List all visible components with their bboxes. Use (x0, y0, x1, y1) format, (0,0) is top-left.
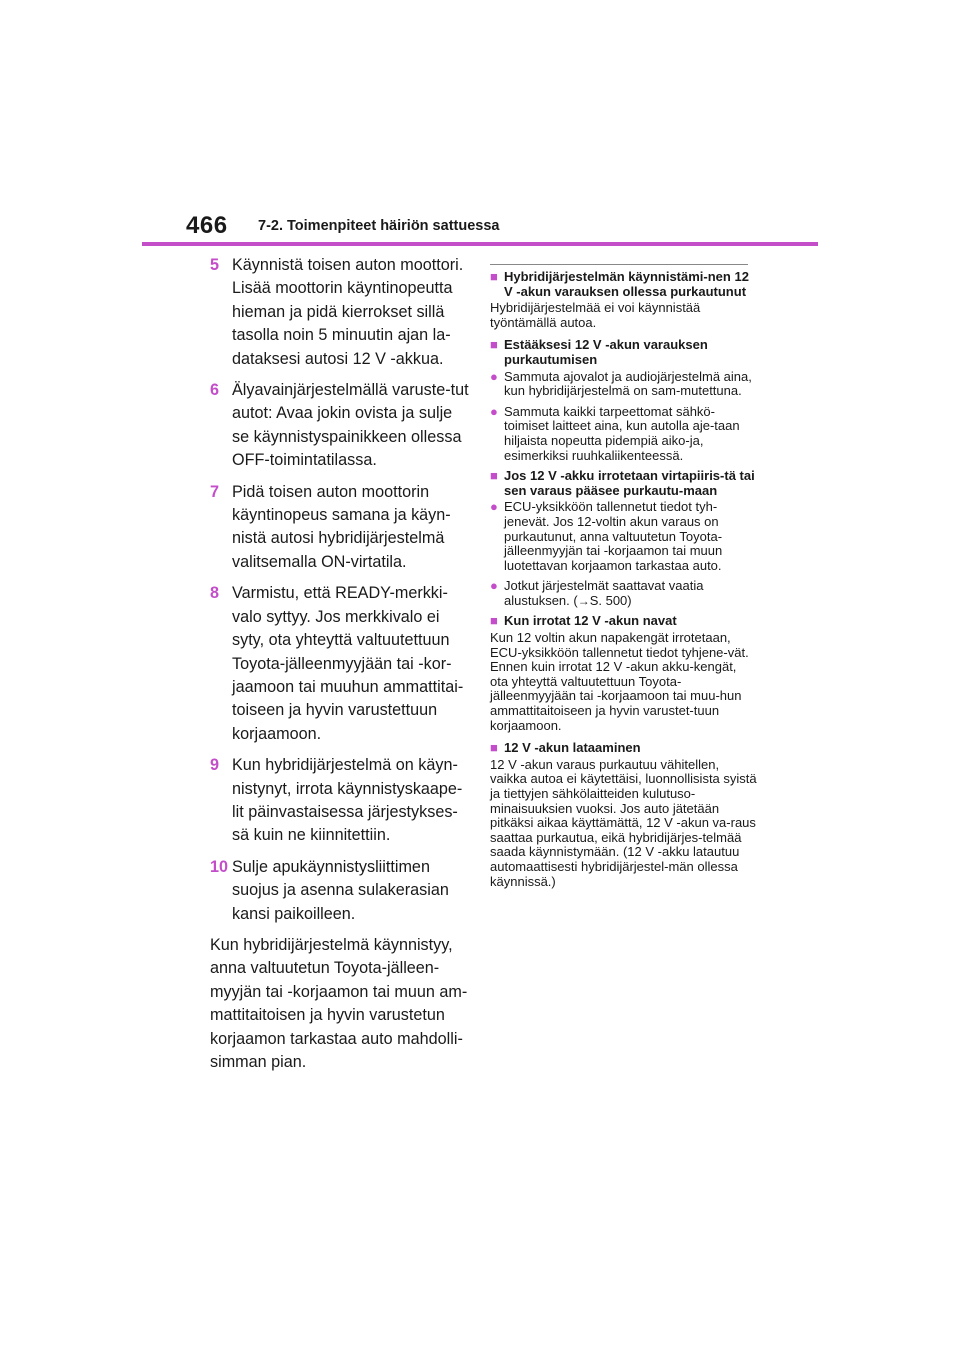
step-number: 10 (210, 857, 229, 876)
step-6 (210, 379, 472, 473)
round-bullet-icon: ● (490, 499, 498, 515)
note-bullet-text: ECU-yksikköön tallennetut tiedot tyh-jenevät. Jos 12-voltin akun varaus on purkautunut, anna valtuutetun Toyota-jälleenmyyjän tai -korjaamon tai muun luotettavan korjaamon tarkastaa auto. (504, 499, 723, 573)
square-bullet-icon: ■ (490, 468, 498, 484)
step-text: Sulje apukäynnistysliittimen suojus ja asenna sulakerasian kansi paikoilleen. (232, 857, 449, 923)
page-number: 466 (186, 212, 228, 239)
note-heading-text: Estääksesi 12 V -akun varauksen purkautumisen (504, 337, 708, 367)
arrow-right-icon: → (577, 593, 590, 608)
step-text: Käynnistä toisen auton moottori. Lisää moottorin käyntinopeutta hieman ja pidä kierrokset sillä tasolla noin 5 minuutin ajan la-dataksesi autosi 12 V -akkua. (232, 256, 464, 368)
note-heading-text: Kun irrotat 12 V -akun navat (504, 613, 677, 629)
note-heading-terminals (490, 614, 758, 629)
round-bullet-icon: ● (490, 578, 498, 594)
closing-paragraph: Kun hybridijärjestelmä käynnistyy, anna valtuutetun Toyota-jälleen-myyjän tai -korjaamon tai muun am-mattitaitoisen ja hyvin varustetun korjaamon tarkastaa auto mahdolli-simman pian. (210, 935, 468, 1071)
note-bullet-body: Jotkut järjestelmät saattavat vaatia alustuksen. ( (504, 578, 704, 608)
header-divider (142, 242, 818, 246)
note-bullet-text: Sammuta ajovalot ja audiojärjestelmä aina, kun hybridijärjestelmä on sam-mutettuna. (504, 368, 752, 399)
note-heading-text: Hybridijärjestelmän käynnistämi-nen 12 V -akun varauksen ollessa purkautunut (504, 269, 749, 299)
note-heading-jump-start (490, 270, 758, 299)
round-bullet-icon: ● (490, 368, 498, 384)
page-reference-link[interactable]: S. 500) (589, 592, 632, 608)
step-number: 9 (210, 756, 220, 775)
step-text: Varmistu, että READY-merkki-valo syttyy. Jos merkkivalo ei syty, ota yhteyttä valtuutettuun Toyota-jälleenmyyjään tai -kor-jaamoon tai muuhun ammattitai-toiseen ja hyvin varustettuun korjaamoon. (232, 584, 464, 743)
procedure-column (210, 254, 472, 1074)
step-text: Älyavainjärjestelmällä varuste-tut autot: Avaa jokin ovista ja sulje se käynnistyspainikkeen ollessa OFF-toimintatilassa. (232, 381, 469, 470)
square-bullet-icon: ■ (490, 269, 498, 284)
step-9 (210, 754, 472, 848)
square-bullet-icon: ■ (490, 740, 498, 756)
square-bullet-icon: ■ (490, 613, 498, 629)
section-title: 7-2. Toimenpiteet häiriön sattuessa (258, 218, 500, 234)
notes-column (490, 270, 758, 897)
step-number: 8 (210, 584, 220, 603)
note-bullet (490, 500, 758, 573)
step-5 (210, 254, 472, 371)
step-number: 7 (210, 482, 220, 501)
step-7 (210, 481, 472, 575)
note-heading-text: Jos 12 V -akku irrotetaan virtapiiris-tä tai sen varaus pääsee purkautu-maan (504, 468, 755, 498)
note-heading-battery-disconnected (490, 469, 758, 498)
note-bullet-text (504, 579, 758, 608)
note-paragraph: Kun 12 voltin akun napakengät irrotetaan, ECU-yksikköön tallennetut tiedot tyhjene-vät. Ennen kuin irrotat 12 V -akun akku-kengät, ota yhteyttä valtuutettuun Toyota-jälleenmyyjään tai -korjaamoon tai muu-hun ammattitaitoiseen ja hyvin varustet-tuun korjaamoon. (490, 630, 749, 733)
step-number: 5 (210, 256, 220, 274)
round-bullet-icon: ● (490, 403, 498, 419)
note-paragraph: Hybridijärjestelmää ei voi käynnistää työntämällä autoa. (490, 300, 701, 330)
note-bullet (490, 370, 758, 399)
step-text: Kun hybridijärjestelmä on käyn-nistynyt, irrota käynnistyskaape-lit päinvastaisessa järjestykses-sä kuin ne kiinnitettiin. (232, 756, 463, 845)
step-8 (210, 582, 472, 746)
step-number: 6 (210, 381, 220, 400)
note-bullet-text: Sammuta kaikki tarpeettomat sähkö-toimiset laitteet aina, kun autolla aje-taan hiljaista nopeutta pidempiä aiko-ja, esimerkiksi ruuhkaliikenteessä. (504, 403, 740, 463)
step-text: Pidä toisen auton moottorin käyntinopeus samana ja käyn-nistä autosi hybridijärjestelmä valitsemalla ON-virtatila. (232, 482, 451, 571)
square-bullet-icon: ■ (490, 337, 498, 353)
step-10 (210, 856, 472, 926)
note-bullet (490, 405, 758, 463)
note-heading-charging (490, 741, 758, 756)
notes-divider (490, 264, 748, 265)
note-paragraph: 12 V -akun varaus purkautuu vähitellen, vaikka autoa ei käytettäisi, luonnollisista syistä ja tiettyjen sähkölaitteiden kulutuso-minaisuuksien vuoksi. Jos auto jätetään pitkäksi aikaa käyttämättä, 12 V -akun va-raus saattaa purkautua, eikä hybridijärjes-telmää saada käynnistymään. (12 V -akku latautuu automaattisesti hybridijärjestel-män ollessa käynnissä.) (490, 756, 757, 889)
note-heading-text: 12 V -akun lataaminen (504, 740, 641, 756)
note-bullet (490, 579, 758, 608)
note-heading-prevent-discharge (490, 338, 758, 367)
